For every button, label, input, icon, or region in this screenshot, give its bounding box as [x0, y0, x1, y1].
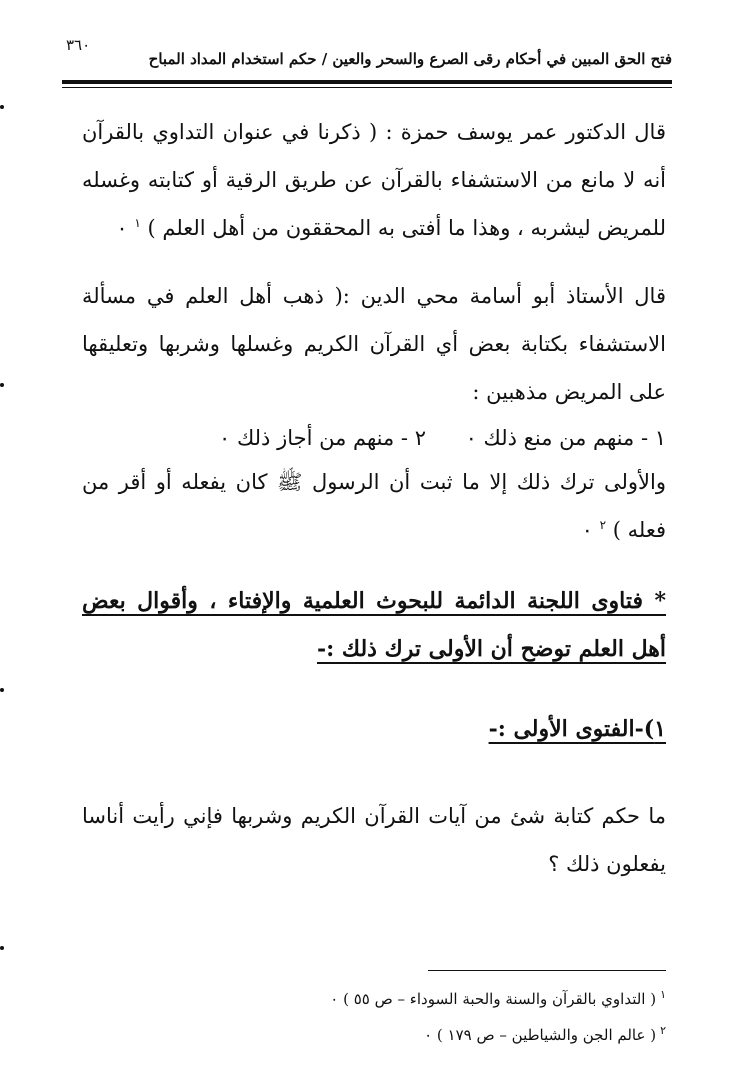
- section-heading-line-1: * فتاوى اللجنة الدائمة للبحوث العلمية والإفتاء ، وأقوال بعض: [82, 588, 666, 614]
- header-rule-thick: [62, 80, 672, 84]
- scan-mark: [0, 946, 4, 950]
- running-header: [62, 36, 672, 80]
- paragraph-text: والأولى ترك ذلك إلا ما ثبت أن الرسول ﷺ كان يفعله أو أقر من فعله ): [82, 470, 666, 542]
- scan-mark: [0, 105, 4, 109]
- opinions-list: [82, 416, 666, 460]
- paragraph-text: قال الأستاذ أبو أسامة محي الدين :( ذهب أهل العلم في مسألة الاستشفاء بكتابة بعض أي القرآن الكريم وغسلها وشربها وتعليقها على المريض مذهبين :: [82, 284, 666, 404]
- paragraph-preference: [82, 458, 666, 554]
- footnote-separator: [428, 970, 666, 971]
- footnote-ref-2[interactable]: ٢: [599, 518, 607, 532]
- section-heading-line-2: أهل العلم توضح أن الأولى ترك ذلك :-: [317, 636, 666, 662]
- footnote-mark: ١: [660, 988, 666, 1001]
- paragraph-end-mark: ٠: [581, 518, 593, 542]
- page-number: ٣٦٠: [66, 36, 91, 54]
- list-item-forbid: ١ - منهم من منع ذلك ٠: [465, 426, 666, 450]
- scan-mark: [0, 688, 4, 692]
- fatwa-subheading: ١)-الفتوى الأولى :-: [488, 716, 666, 742]
- paragraph-fatwa-question: [82, 792, 666, 888]
- footnote-1: [82, 988, 666, 1010]
- paragraph-hamza-quote: [82, 108, 666, 252]
- footnote-text: ( عالم الجن والشياطين – ص ١٧٩ ) ٠: [424, 1026, 657, 1044]
- scan-mark: [0, 383, 4, 387]
- paragraph-end-mark: ٠: [116, 216, 128, 240]
- footnote-text: ( التداوي بالقرآن والسنة والحبة السوداء – ص ٥٥ ) ٠: [330, 990, 657, 1008]
- paragraph-text: قال الدكتور عمر يوسف حمزة : ( ذكرنا في عنوان التداوي بالقرآن أنه لا مانع من الاستشفاء بالقرآن عن طريق الرقية أو كتابته وغسله للمريض ليشربه ، وهذا ما أفتى به المحققون من أهل العلم ): [82, 120, 666, 240]
- paragraph-muhyiddin-quote: [82, 272, 666, 416]
- footnote-mark: ٢: [660, 1024, 666, 1037]
- header-rule-thin: [62, 87, 672, 88]
- list-item-permit: ٢ - منهم من أجاز ذلك ٠: [219, 426, 426, 450]
- footnote-ref-1[interactable]: ١: [134, 216, 141, 230]
- header-title: فتح الحق المبين في أحكام رقى الصرع والسحر والعين / حكم استخدام المداد المباح: [148, 50, 672, 68]
- paragraph-text: ما حكم كتابة شئ من آيات القرآن الكريم وشربها فإني رأيت أناسا يفعلون ذلك ؟: [82, 804, 666, 876]
- footnote-2: [82, 1024, 666, 1046]
